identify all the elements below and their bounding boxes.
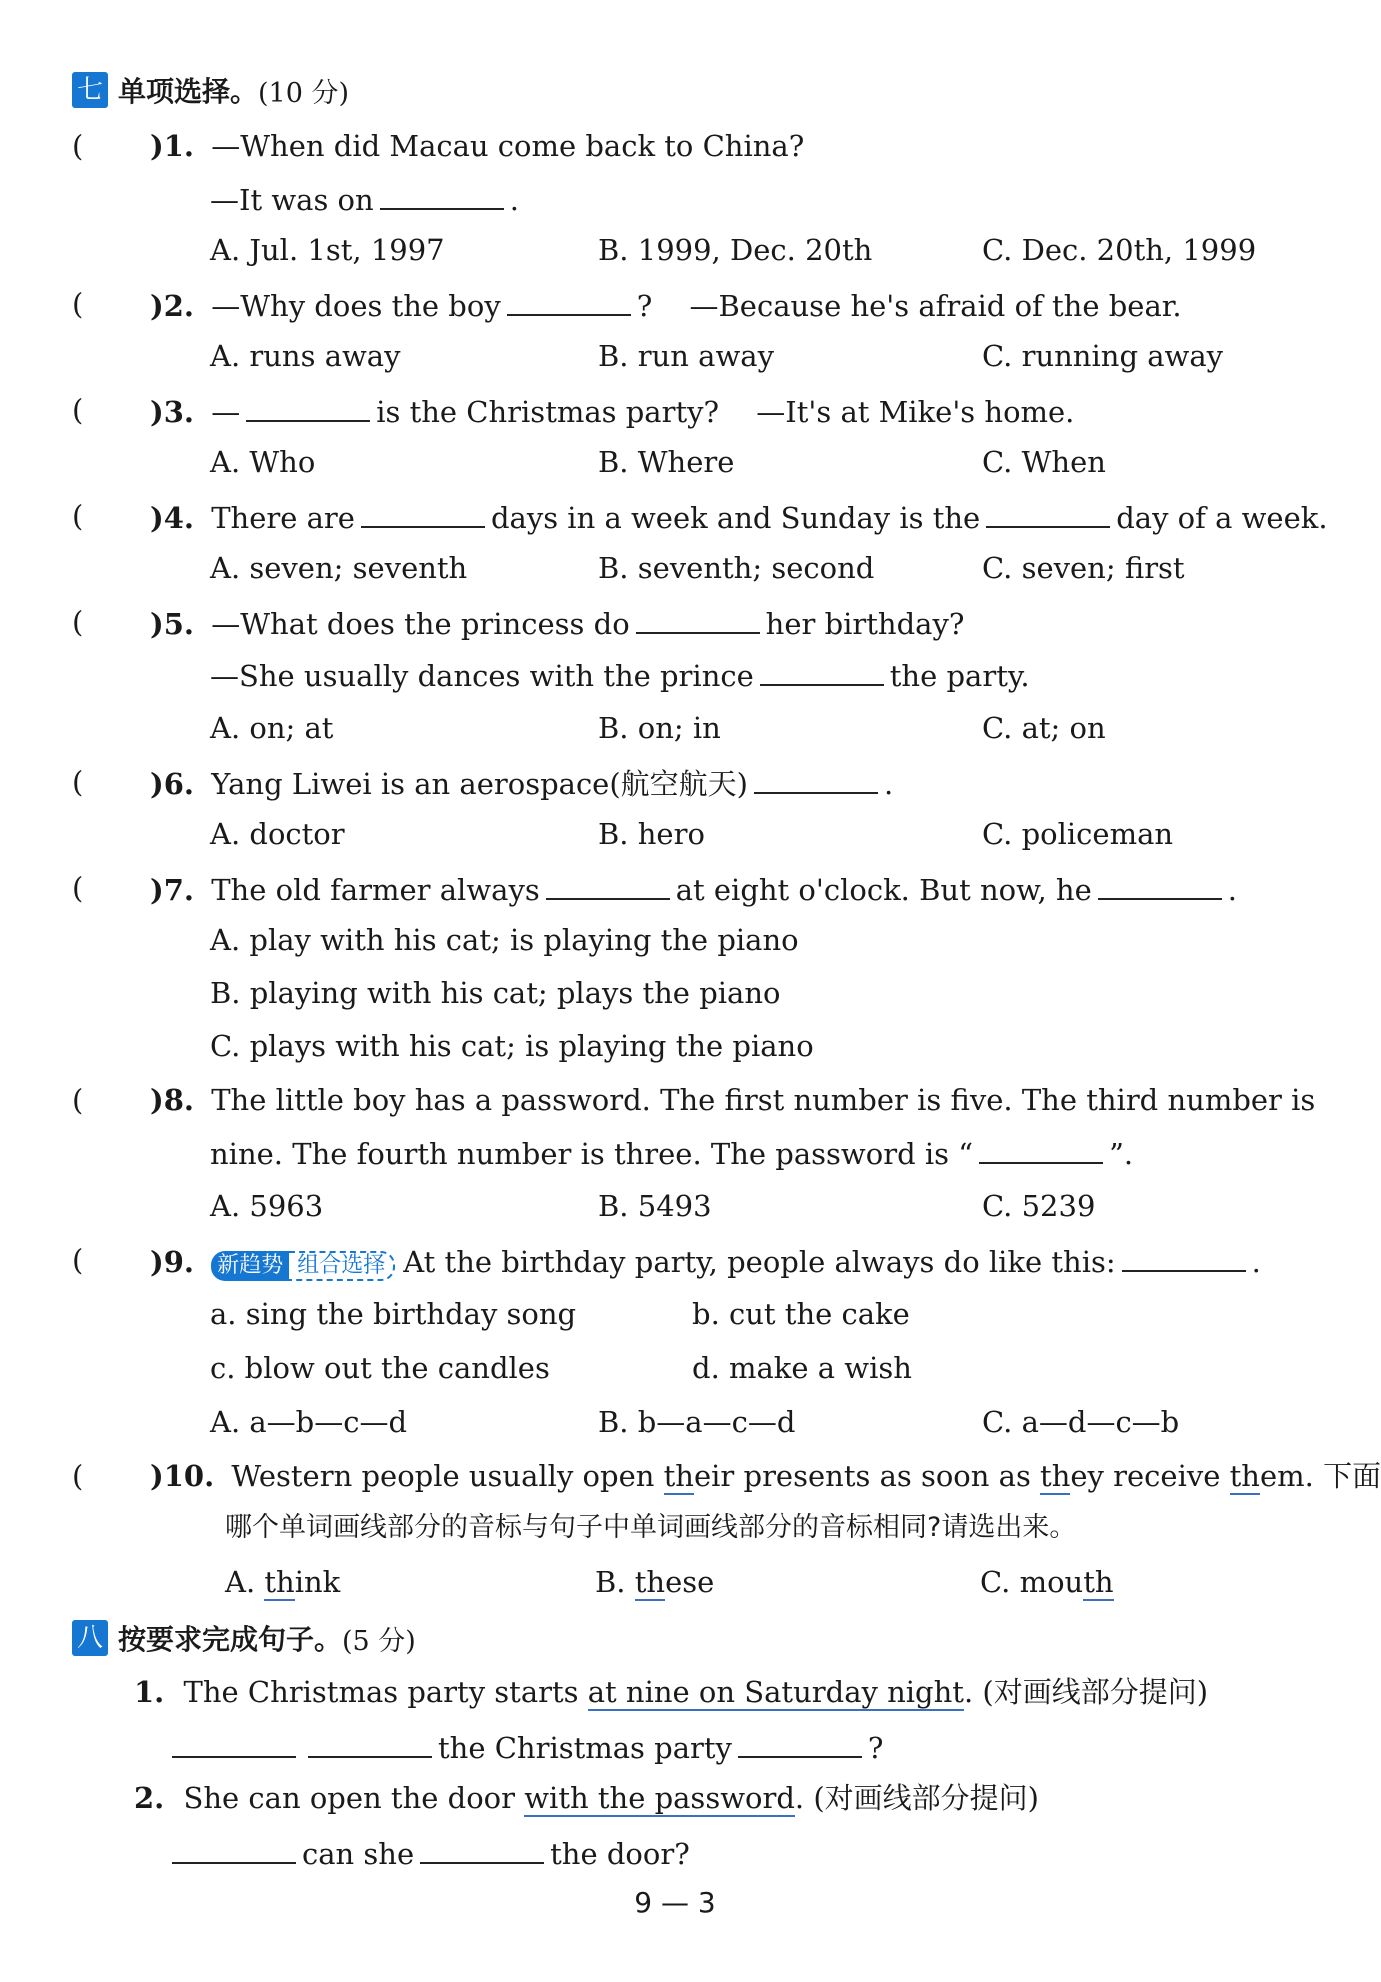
question-stem: The old farmer always [211,873,540,907]
question-response: —It's at Mike's home. [756,395,1075,429]
question-stem: her birthday? [765,607,965,641]
question-stem: The Christmas party starts [183,1675,588,1709]
option-b[interactable]: B. 1999, Dec. 20th [598,233,873,267]
question-stem: The little boy has a password. The first number is five. The third number is [211,1083,1316,1117]
question-stem: —Why does the boy [211,289,501,323]
question-number: )7. [150,873,194,907]
answer-blank[interactable] [986,498,1110,528]
answer-prefix: —It was on [210,183,374,217]
answer-paren: ( [72,499,84,533]
section-8-title: 按要求完成句子。 [118,1623,343,1656]
question-10-instruction: 哪个单词画线部分的音标与句子中单词画线部分的音标相同?请选出来。 [225,1512,1077,1543]
question-number: )6. [150,767,194,801]
question-stem: . [1251,1245,1261,1279]
option-b[interactable]: B. on; in [598,711,721,745]
question-stem: em. 下面 [1259,1459,1381,1493]
underlined-phrase: with the password [524,1781,795,1815]
section-7-badge: 七 [72,72,108,108]
question-stem: At the birthday party, people always do like this: [403,1245,1116,1279]
underlined-sound: th [1229,1459,1260,1493]
question-stem: the party. [889,659,1030,693]
answer-blank[interactable] [420,1834,544,1864]
question-instruction: . (对画线部分提问) [963,1675,1209,1709]
question-5 [150,604,964,642]
question-number: 2. [134,1781,165,1815]
option-a[interactable] [225,1564,340,1600]
question-stem: days in a week and Sunday is the [490,501,981,535]
question-9 [150,1242,1261,1281]
answer-text: ? [867,1731,884,1765]
underlined-sound: th [634,1565,666,1599]
answer-paren: ( [72,605,84,639]
rewrite-question-2 [134,1780,1039,1816]
answer-blank[interactable] [546,870,670,900]
option-c[interactable]: C. at; on [982,711,1106,745]
question-stem: —She usually dances with the prince [210,659,754,693]
option-c[interactable]: C. Dec. 20th, 1999 [982,233,1257,267]
option-b[interactable]: B. playing with his cat; plays the piano [210,976,781,1010]
question-stem: is the Christmas party? [376,395,720,429]
option-a[interactable]: A. runs away [210,339,401,373]
answer-paren: ( [72,393,84,427]
question-stem: There are [211,501,355,535]
option-label: A. [225,1565,265,1599]
answer-blank[interactable] [1122,1242,1246,1272]
underlined-sound: th [1083,1565,1114,1599]
question-4 [150,498,1328,536]
answer-text: the door? [550,1837,690,1871]
option-label: B. [595,1565,635,1599]
answer-blank[interactable] [246,392,370,422]
rewrite-question-1 [134,1674,1208,1710]
answer-paren: ( [72,871,84,905]
question-stem: ”. [1109,1137,1134,1171]
underlined-sound: th [663,1459,694,1493]
question-stem: at eight o'clock. But now, he [675,873,1092,907]
option-a[interactable]: A. on; at [210,711,334,745]
answer-blank[interactable] [361,498,485,528]
option-text: ese [665,1565,715,1599]
question-stem: day of a week. [1116,501,1328,535]
question-stem: Yang Liwei is an aerospace(航空航天) [211,767,748,801]
underlined-sound: th [264,1565,295,1599]
question-stem: nine. The fourth number is three. The password is “ [210,1137,974,1171]
answer-paren: ( [72,1243,84,1277]
question-stem: . [883,767,894,801]
option-b[interactable]: B. run away [598,339,774,373]
trend-tag: 新趋势 [211,1251,289,1281]
option-text: ink [294,1565,341,1599]
item-c: c. blow out the candles [210,1351,550,1385]
option-b[interactable] [595,1564,714,1600]
option-b[interactable]: B. hero [598,817,705,851]
option-b[interactable]: B. 5493 [598,1189,712,1223]
section-7-header [72,70,349,110]
answer-blank[interactable] [979,1134,1103,1164]
section-8-badge: 八 [72,1620,108,1656]
option-a[interactable]: A. doctor [210,817,345,851]
rewrite-answer-1 [172,1728,883,1766]
answer-blank[interactable] [738,1728,862,1758]
option-b[interactable]: B. seventh; second [598,551,875,585]
item-a: a. sing the birthday song [210,1297,577,1331]
section-8-header [72,1618,416,1658]
page-number: 9 — 3 [634,1886,716,1919]
question-1-answer-line [210,180,519,218]
question-number: )4. [150,501,194,535]
answer-paren: ( [72,287,84,321]
question-stem: Western people usually open [231,1459,664,1493]
underlined-sound: th [1040,1459,1071,1493]
option-c[interactable]: C. policeman [982,817,1174,851]
option-a[interactable]: A. Who [210,445,316,479]
answer-blank[interactable] [308,1728,432,1758]
answer-paren: ( [72,765,84,799]
question-instruction: . (对画线部分提问) [794,1781,1039,1815]
answer-blank[interactable] [380,180,504,210]
option-c[interactable]: C. When [982,445,1106,479]
option-a[interactable]: A. seven; seventh [210,551,468,585]
option-a[interactable]: A. a—b—c—d [210,1405,408,1439]
option-c[interactable] [980,1564,1114,1600]
question-5-line-2 [210,656,1030,694]
option-b[interactable]: B. Where [598,445,735,479]
answer-blank[interactable] [172,1728,296,1758]
question-8-line-2 [210,1134,1133,1172]
type-tag: 组合选择 [289,1251,395,1281]
section-7-score: (10 分) [258,77,350,109]
answer-paren: ( [72,129,84,163]
question-3 [150,392,1074,430]
question-7 [150,870,1237,908]
question-1 [150,128,804,164]
answer-paren: ( [72,1459,84,1493]
question-number: )10. [150,1459,215,1493]
underlined-phrase: at nine on Saturday night [587,1675,964,1709]
question-number: 1. [134,1675,165,1709]
option-a[interactable]: A. play with his cat; is playing the piano [210,923,799,957]
section-8-score: (5 分) [342,1625,416,1657]
answer-blank[interactable] [760,656,884,686]
option-c[interactable]: C. seven; first [982,551,1185,585]
question-stem: ? [636,289,653,323]
option-a[interactable]: A. Jul. 1st, 1997 [210,233,445,267]
question-stem: She can open the door [183,1781,525,1815]
question-number: )5. [150,607,194,641]
section-7-title: 单项选择。 [118,75,259,108]
question-number: )9. [150,1245,194,1279]
answer-blank[interactable] [172,1834,296,1864]
question-stem: eir presents as soon as [693,1459,1041,1493]
answer-blank[interactable] [636,604,760,634]
question-response: —Because he's afraid of the bear. [689,289,1182,323]
answer-blank[interactable] [1098,870,1222,900]
option-c[interactable]: C. running away [982,339,1224,373]
question-number: )8. [150,1083,194,1117]
question-10 [150,1458,1381,1494]
item-d: d. make a wish [692,1351,912,1385]
question-number: )2. [150,289,194,323]
question-stem: ey receive [1070,1459,1230,1493]
question-number: )3. [150,395,194,429]
answer-text: the Christmas party [438,1731,732,1765]
answer-suffix: . [509,183,519,217]
option-a[interactable]: A. 5963 [210,1189,324,1223]
question-stem: . [1227,873,1237,907]
option-c[interactable]: C. plays with his cat; is playing the piano [210,1029,814,1063]
option-c[interactable]: C. 5239 [982,1189,1096,1223]
question-stem: —When did Macau come back to China? [211,129,805,163]
option-b[interactable]: B. b—a—c—d [598,1405,796,1439]
answer-blank[interactable] [507,286,631,316]
answer-text: can she [302,1837,415,1871]
rewrite-answer-2 [172,1834,690,1872]
answer-paren: ( [72,1083,84,1117]
question-stem: — [211,395,241,429]
question-number: )1. [150,129,194,163]
question-6 [150,764,893,802]
question-stem: —What does the princess do [211,607,630,641]
answer-blank[interactable] [754,764,878,794]
option-label: C. mou [980,1565,1084,1599]
question-2 [150,286,1182,324]
option-c[interactable]: C. a—d—c—b [982,1405,1180,1439]
item-b: b. cut the cake [692,1297,910,1331]
question-8 [150,1082,1315,1118]
